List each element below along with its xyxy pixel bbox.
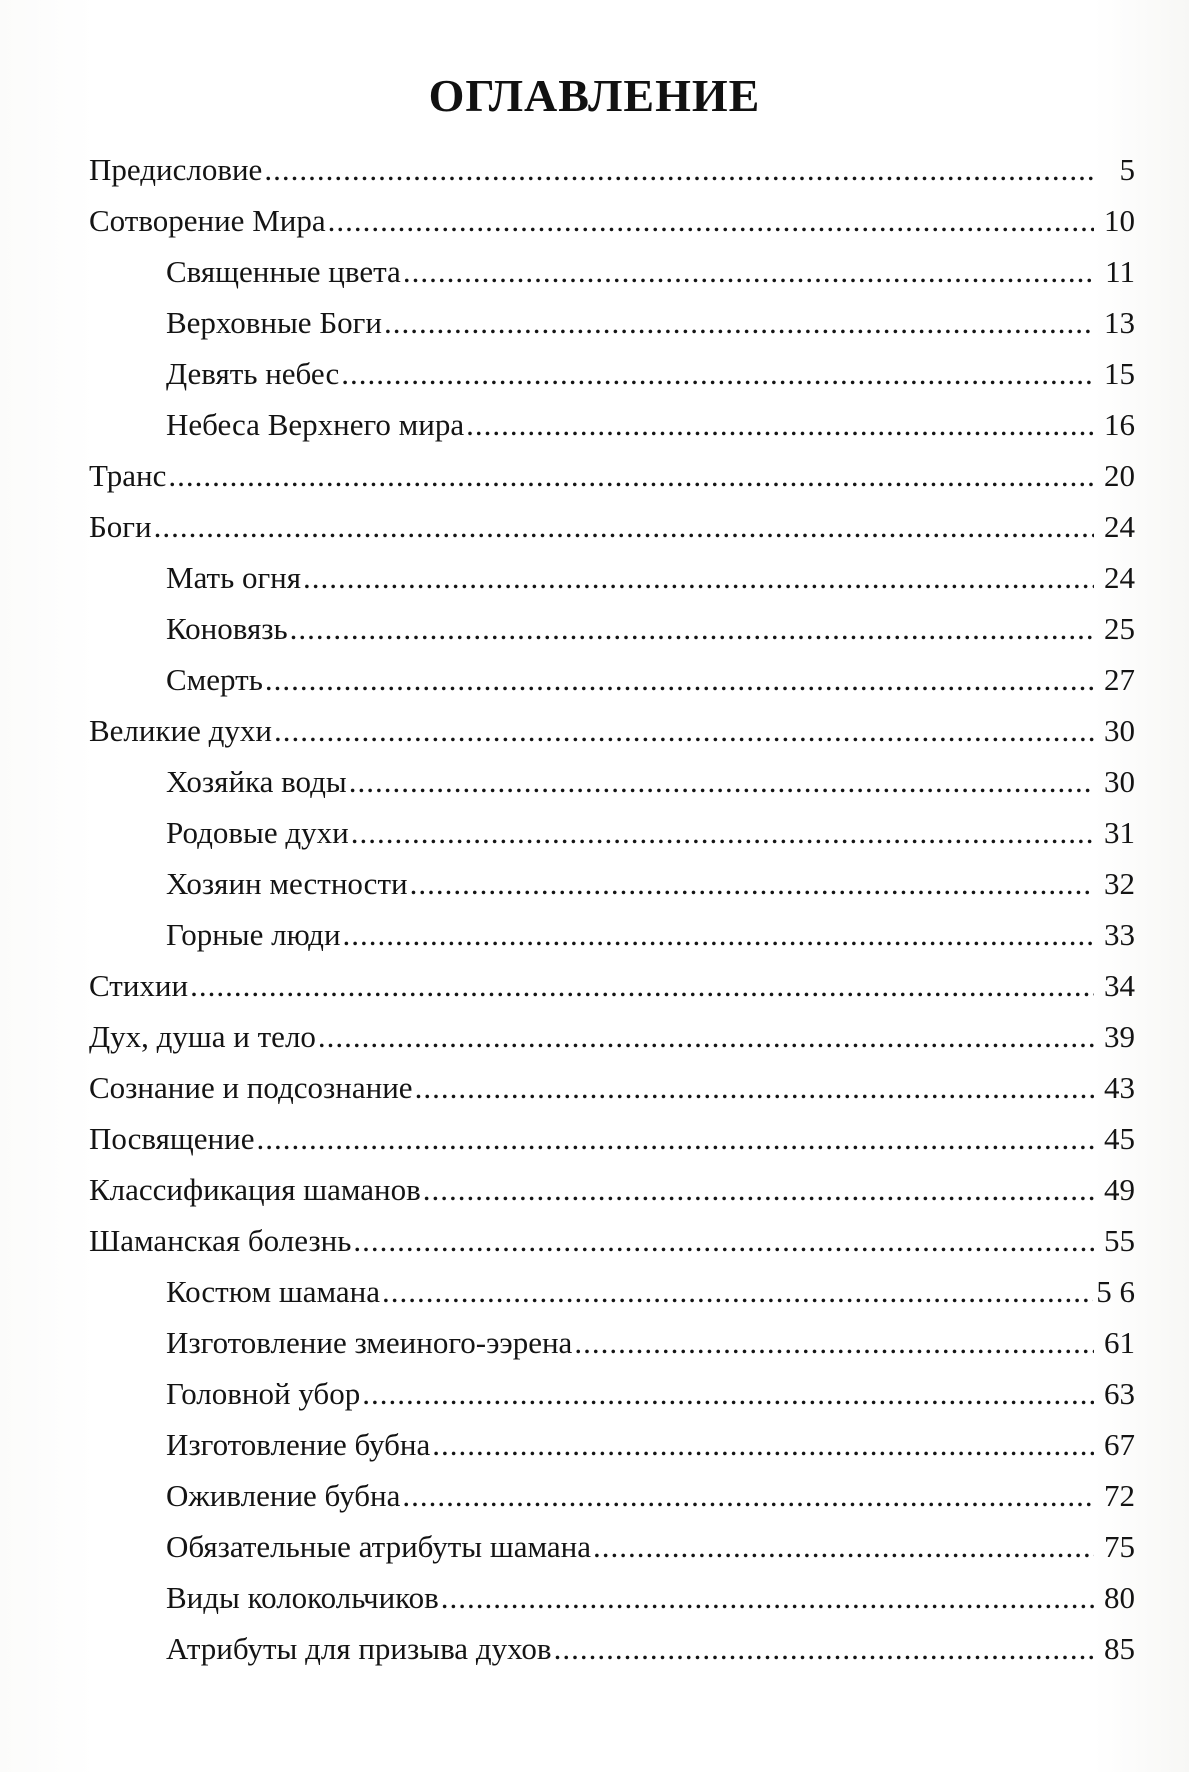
toc-page-number: 10	[1104, 203, 1135, 238]
toc-subentry	[0, 1623, 1189, 1674]
toc-subentry	[0, 807, 1189, 858]
toc-subentry	[0, 654, 1189, 705]
toc-page-number: 25	[1104, 611, 1135, 646]
toc-entry	[0, 195, 1189, 246]
toc-entry-label: Виды колокольчиков	[166, 1580, 439, 1615]
toc-page-number: 16	[1104, 407, 1135, 442]
dot-leader	[168, 450, 1094, 501]
dot-leader	[362, 1368, 1094, 1419]
toc-entry-label: Классификация шаманов	[89, 1172, 421, 1207]
toc-entry-label: Оживление бубна	[166, 1478, 401, 1513]
toc-entry-label: Изготовление бубна	[166, 1427, 431, 1462]
dot-leader	[265, 654, 1094, 705]
toc-entry-label: Горные люди	[166, 917, 341, 952]
toc-page-number: 72	[1104, 1478, 1135, 1513]
dot-leader	[403, 246, 1094, 297]
dot-leader	[190, 960, 1094, 1011]
toc-entry	[0, 1011, 1189, 1062]
dot-leader	[349, 756, 1094, 807]
toc-entry-label: Мать огня	[166, 560, 302, 595]
toc-entry	[0, 1113, 1189, 1164]
dot-leader	[343, 909, 1094, 960]
toc-subentry	[0, 603, 1189, 654]
toc-page-number: 27	[1104, 662, 1135, 697]
dot-leader	[318, 1011, 1094, 1062]
dot-leader	[328, 195, 1094, 246]
toc-entry-label: Дух, душа и тело	[89, 1019, 316, 1054]
toc-subentry	[0, 1266, 1189, 1317]
toc-page-number: 30	[1104, 764, 1135, 799]
toc-page-number: 34	[1104, 968, 1135, 1003]
toc-page-number: 75	[1104, 1529, 1135, 1564]
toc-entry-label: Посвящение	[89, 1121, 255, 1156]
dot-leader	[382, 1266, 1093, 1317]
toc-entry-label: Предисловие	[89, 152, 263, 187]
toc-entry-label: Хозяйка воды	[166, 764, 347, 799]
toc-entry-label: Родовые духи	[166, 815, 349, 850]
toc-page-number: 33	[1104, 917, 1135, 952]
toc-page-number: 80	[1104, 1580, 1135, 1615]
toc-entry-label: Верховные Боги	[166, 305, 382, 340]
dot-leader	[341, 348, 1094, 399]
toc-page-number: 49	[1104, 1172, 1135, 1207]
table-of-contents	[0, 144, 1189, 1674]
toc-subentry	[0, 348, 1189, 399]
dot-leader	[290, 603, 1094, 654]
toc-subentry	[0, 1419, 1189, 1470]
toc-entry-label: Великие духи	[89, 713, 273, 748]
toc-page-number: 45	[1104, 1121, 1135, 1156]
toc-entry-label: Шаманская болезнь	[89, 1223, 352, 1258]
toc-entry	[0, 1215, 1189, 1266]
toc-entry-label: Стихии	[89, 968, 189, 1003]
dot-leader	[593, 1521, 1094, 1572]
dot-leader	[264, 144, 1094, 195]
dot-leader	[574, 1317, 1094, 1368]
toc-entry-label: Изготовление змеиного-ээрена	[166, 1325, 573, 1360]
toc-entry-label: Атрибуты для призыва духов	[166, 1631, 552, 1666]
toc-entry	[0, 1062, 1189, 1113]
toc-page-number: 63	[1104, 1376, 1135, 1411]
toc-entry-label: Смерть	[166, 662, 263, 697]
toc-page-number: 61	[1104, 1325, 1135, 1360]
dot-leader	[554, 1623, 1094, 1674]
toc-entry-label: Хозяин местности	[166, 866, 408, 901]
toc-entry-label: Головной убор	[166, 1376, 361, 1411]
dot-leader	[432, 1419, 1094, 1470]
toc-entry-label: Боги	[89, 509, 152, 544]
toc-subentry	[0, 297, 1189, 348]
dot-leader	[154, 501, 1094, 552]
toc-subentry	[0, 756, 1189, 807]
dot-leader	[415, 1062, 1094, 1113]
dot-leader	[351, 807, 1094, 858]
toc-subentry	[0, 858, 1189, 909]
toc-page-number: 15	[1104, 356, 1135, 391]
toc-subentry	[0, 1470, 1189, 1521]
dot-leader	[410, 858, 1094, 909]
toc-entry-label: Девять небес	[166, 356, 340, 391]
toc-entry-label: Сознание и подсознание	[89, 1070, 413, 1105]
dot-leader	[384, 297, 1094, 348]
dot-leader	[274, 705, 1094, 756]
dot-leader	[303, 552, 1094, 603]
toc-page-number: 30	[1104, 713, 1135, 748]
toc-entry-label: Транс	[89, 458, 167, 493]
toc-entry-label: Костюм шамана	[166, 1274, 380, 1309]
toc-page-number: 5 6	[1096, 1274, 1135, 1309]
page-title: ОГЛАВЛЕНИЕ	[428, 69, 761, 121]
toc-subentry	[0, 399, 1189, 450]
toc-subentry	[0, 552, 1189, 603]
toc-page-number: 55	[1104, 1223, 1135, 1258]
toc-page-number: 13	[1104, 305, 1135, 340]
toc-entry-label: Небеса Верхнего мира	[166, 407, 465, 442]
toc-page-number: 24	[1104, 509, 1135, 544]
toc-page-number: 32	[1104, 866, 1135, 901]
toc-subentry	[0, 1317, 1189, 1368]
toc-subentry	[0, 1572, 1189, 1623]
toc-subentry	[0, 909, 1189, 960]
toc-entry	[0, 960, 1189, 1011]
toc-subentry	[0, 1521, 1189, 1572]
dot-leader	[441, 1572, 1094, 1623]
dot-leader	[353, 1215, 1094, 1266]
toc-page-number: 31	[1104, 815, 1135, 850]
toc-entry-label: Священные цвета	[166, 254, 401, 289]
toc-entry	[0, 501, 1189, 552]
toc-page-number: 39	[1104, 1019, 1135, 1054]
toc-entry	[0, 450, 1189, 501]
toc-page-number: 85	[1104, 1631, 1135, 1666]
toc-page-number: 43	[1104, 1070, 1135, 1105]
toc-entry-label: Сотворение Мира	[89, 203, 326, 238]
toc-entry	[0, 144, 1189, 195]
toc-entry	[0, 1164, 1189, 1215]
toc-page-number: 5	[1119, 152, 1135, 187]
toc-page-number: 20	[1104, 458, 1135, 493]
dot-leader	[423, 1164, 1094, 1215]
toc-page-number: 11	[1105, 254, 1135, 289]
toc-entry-label: Обязательные атрибуты шамана	[166, 1529, 592, 1564]
dot-leader	[466, 399, 1094, 450]
toc-subentry	[0, 1368, 1189, 1419]
toc-entry-label: Коновязь	[166, 611, 288, 646]
toc-page-number: 24	[1104, 560, 1135, 595]
toc-entry	[0, 705, 1189, 756]
toc-page-number: 67	[1104, 1427, 1135, 1462]
toc-subentry	[0, 246, 1189, 297]
dot-leader	[402, 1470, 1094, 1521]
dot-leader	[256, 1113, 1094, 1164]
